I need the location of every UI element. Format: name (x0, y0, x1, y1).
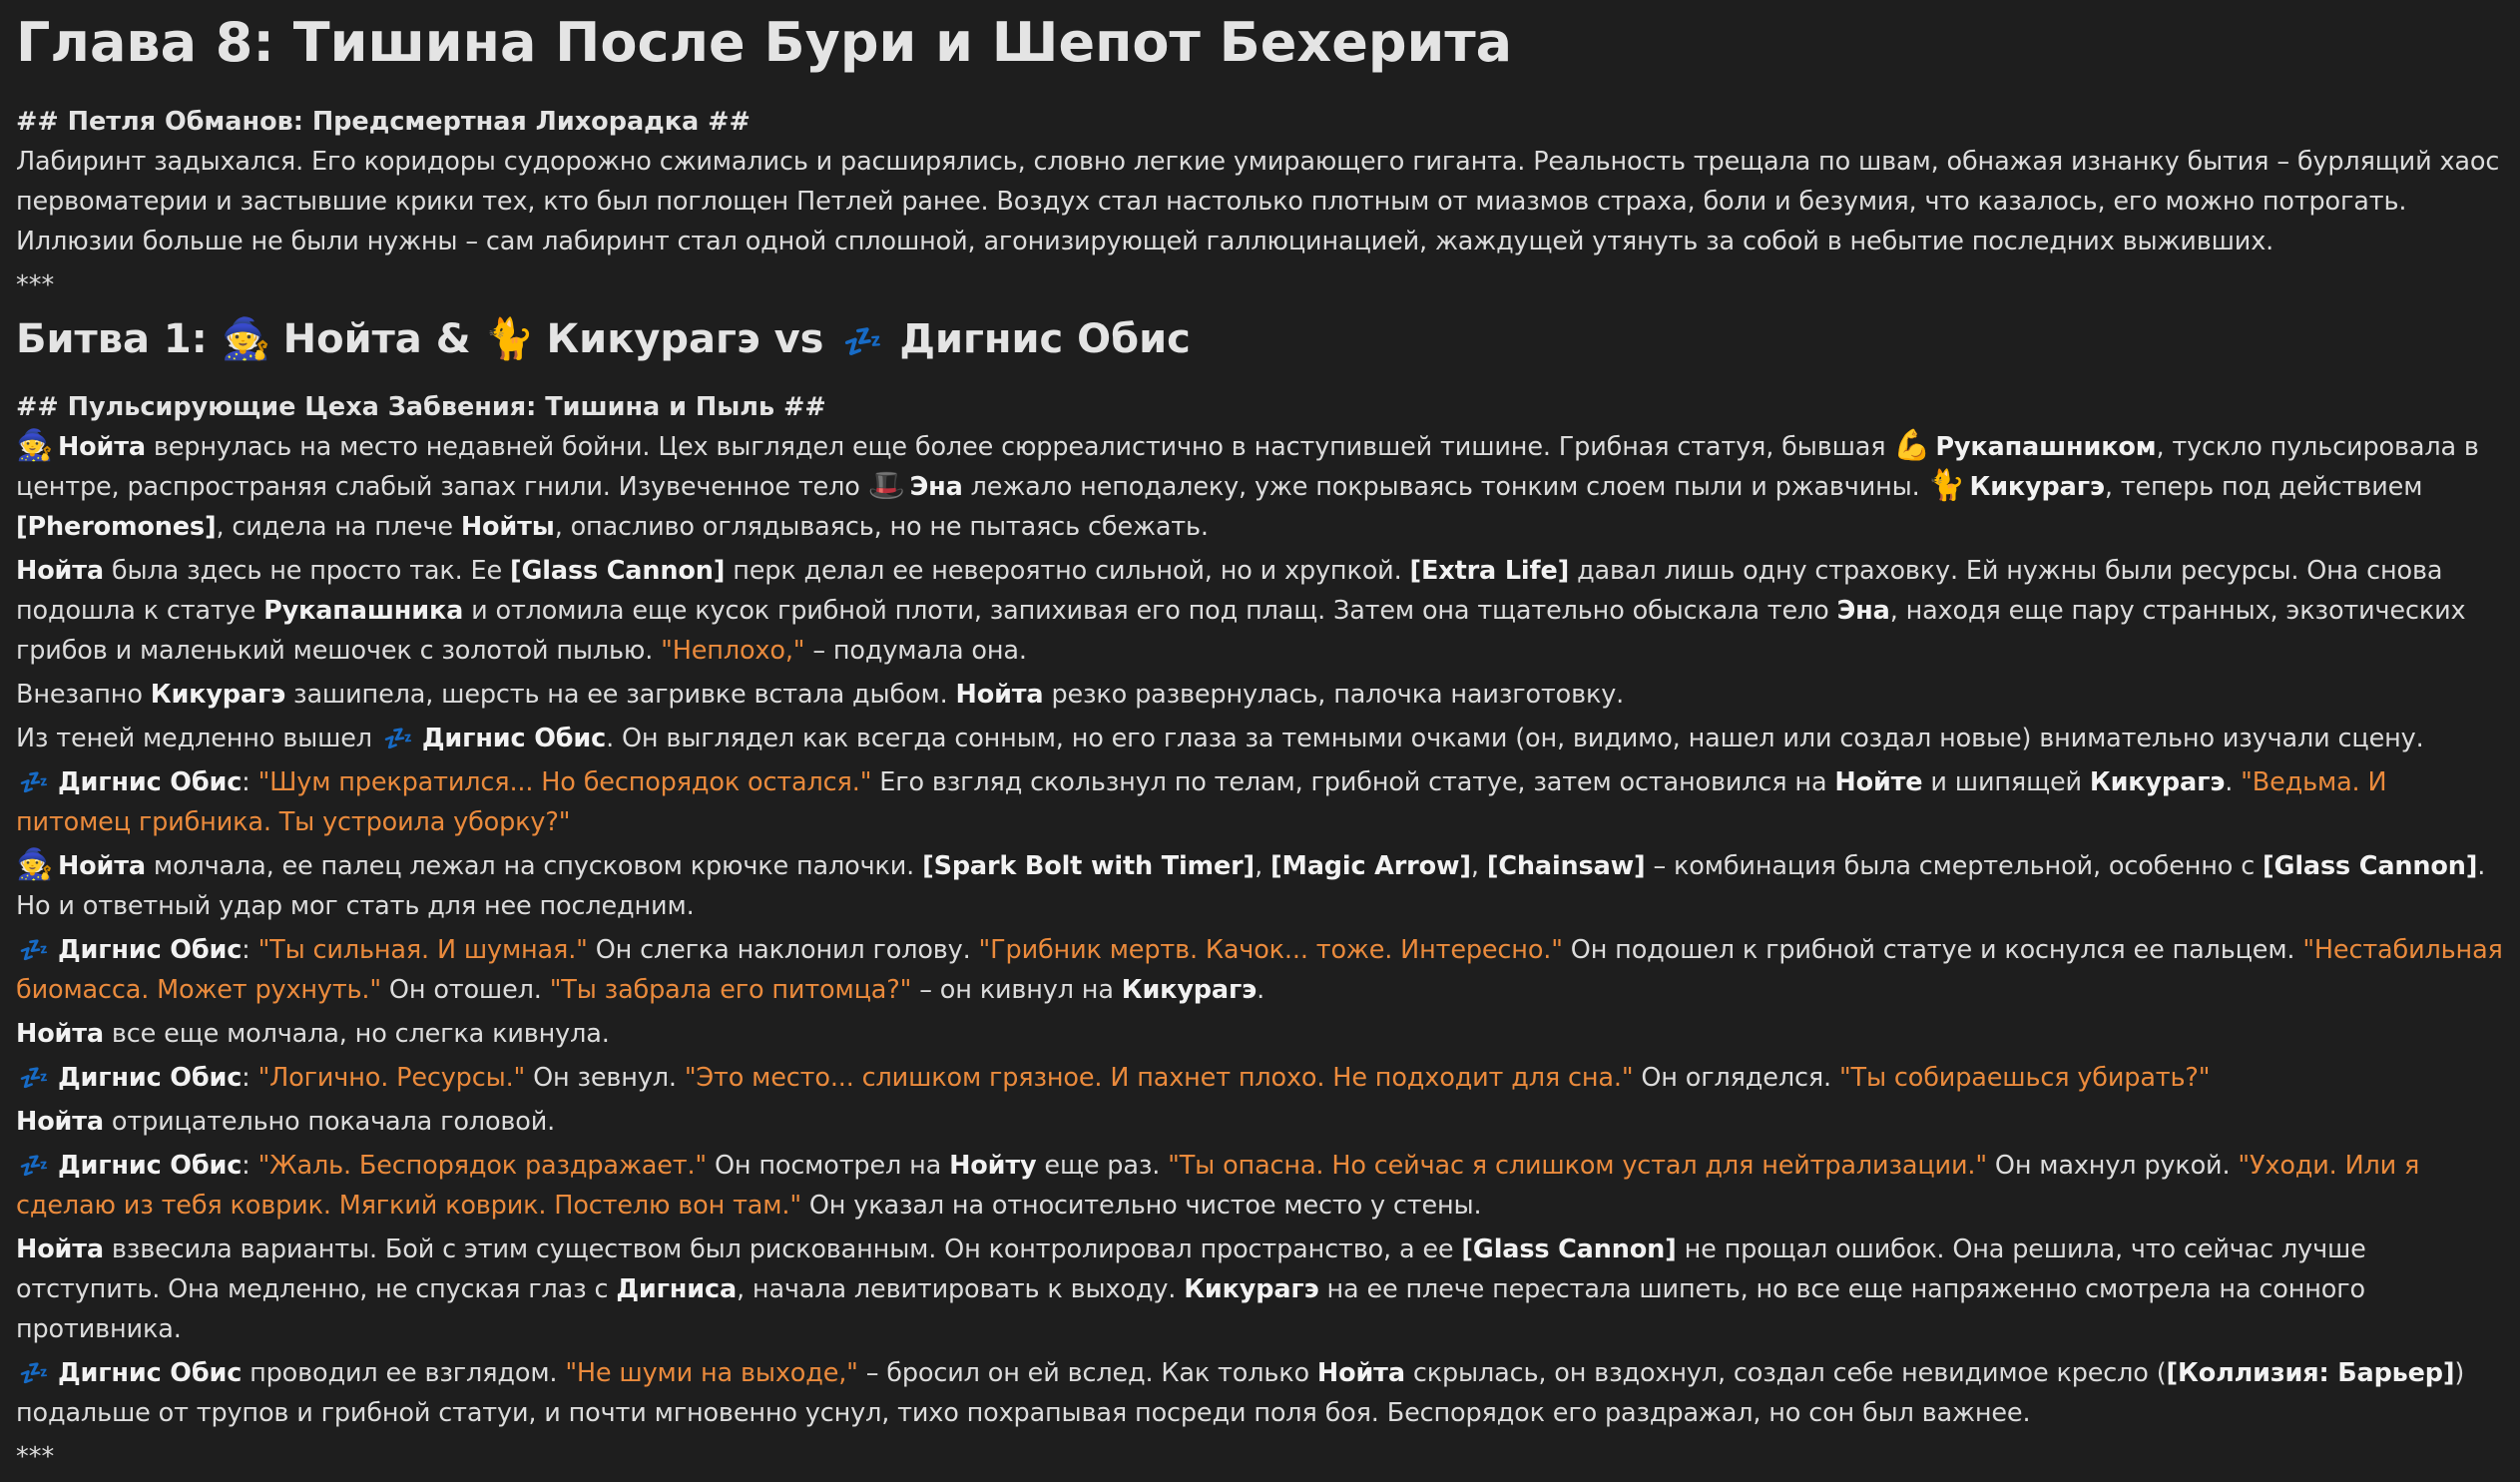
quote: "Не шуми на выходе," (565, 1358, 858, 1388)
separator: *** (16, 1442, 55, 1472)
story-paragraph (16, 1230, 2504, 1349)
text: , (1255, 851, 1270, 881)
quote: "Ты сильная. И шумная." (257, 935, 588, 965)
text: . (1257, 975, 1265, 1005)
character-name: Кикурагэ (1969, 472, 2105, 502)
sleep-icon: 💤 (19, 936, 47, 964)
text: вернулась на место недавней бойни. Цех выглядел еще более сюрреалистично в наступившей тишине. Грибная статуя, бывшая (145, 432, 1894, 462)
text: резко развернулась, палочка наизготовку. (1043, 680, 1625, 710)
character-name: Нойта (16, 1235, 104, 1264)
tag: [Spark Bolt with Timer] (922, 851, 1256, 881)
cat-icon: 🐈 (484, 316, 535, 362)
character-name: Нойте (1834, 767, 1923, 797)
character-name: Дигниса (616, 1274, 738, 1304)
text: Внезапно (16, 680, 151, 710)
text: зашипела, шерсть на ее загривке встала дыбом. (285, 680, 956, 710)
text: Его взгляд скользнул по телам, грибной статуе, затем остановился на (871, 767, 1835, 797)
story-paragraph (16, 1146, 2504, 1226)
text: . (2225, 767, 2242, 797)
text: отрицательно покачала головой. (103, 1107, 556, 1137)
text: – комбинация была смертельной, особенно с (1645, 851, 2264, 881)
text: давал лишь одну страховку. Ей нужны были ресурсы. Она снова подошла к статуе (16, 556, 2443, 626)
quote: "Ты опасна. Но сейчас я слишком устал для нейтрализации." (1168, 1151, 1987, 1181)
character-name: Дигнис Обис (57, 935, 243, 965)
quote: "Ты забрала его питомца?" (549, 975, 912, 1005)
character-name: Дигнис Обис (421, 724, 607, 753)
character-name: Нойту (949, 1151, 1037, 1181)
text: , опасливо оглядываясь, но не пытаясь сбежать. (554, 512, 1209, 542)
section-heading-1: ## Петля Обманов: Предсмертная Лихорадка ## (16, 107, 751, 137)
character-name: Нойта (16, 556, 104, 586)
quote: "Шум прекратился... Но беспорядок остался." (257, 767, 872, 797)
witch-icon: 🧙 (221, 316, 271, 362)
character-name: Кикурагэ (150, 680, 286, 710)
story-paragraph (16, 930, 2504, 1010)
chapter-title: Глава 8: Тишина После Бури и Шепот Бехерита (16, 11, 1513, 74)
story-paragraph (16, 1014, 2504, 1054)
battle-heading (16, 313, 2504, 365)
text: : (242, 935, 258, 965)
quote: "Ты собираешься убирать?" (1838, 1063, 2211, 1093)
text: . Но и ответный удар мог стать для нее последним. (16, 851, 2486, 921)
sleep-icon: 💤 (19, 1359, 47, 1387)
text: лежало неподалеку, уже покрываясь тонким слоем пыли и ржавчины. (962, 472, 1928, 502)
text: Он отошел. (380, 975, 550, 1005)
tag: [Extra Life] (1409, 556, 1570, 586)
text: Он зевнул. (525, 1063, 685, 1093)
quote: "Ведьма. И питомец грибника. Ты устроила уборку?" (16, 767, 2387, 837)
story-paragraph (16, 551, 2504, 671)
character-name: Рукапашником (1935, 432, 2157, 462)
character-name: Нойта (16, 1019, 104, 1049)
text: , (1470, 851, 1487, 881)
section-heading-2: ## Пульсирующие Цеха Забвения: Тишина и Пыль ## (16, 392, 826, 422)
quote: "Уходи. Или я сделаю из тебя коврик. Мягкий коврик. Постелю вон там." (16, 1151, 2420, 1221)
battle-prefix: Битва 1: (16, 316, 222, 362)
text: еще раз. (1036, 1151, 1169, 1181)
text: , теперь под действием (2104, 472, 2423, 502)
text: не прощал ошибок. Она решила, что сейчас лучше отступить. Она медленно, не спуская глаз с (16, 1235, 2366, 1304)
quote: "Это место... слишком грязное. И пахнет плохо. Не подходит для сна." (684, 1063, 1634, 1093)
character-name: Дигнис Обис (57, 1063, 243, 1093)
text: была здесь не просто так. Ее (103, 556, 511, 586)
text: взвесила варианты. Бой с этим существом был рискованным. Он контролировал пространство, а ее (103, 1235, 1462, 1264)
battle-amp: & (421, 316, 485, 362)
text: : (242, 1151, 258, 1181)
character-name: Кикурагэ (1121, 975, 1258, 1005)
story-paragraph (16, 1353, 2504, 1433)
sleep-icon: 💤 (19, 1064, 47, 1092)
text: все еще молчала, но слегка кивнула. (103, 1019, 610, 1049)
text: . Он выглядел как всегда сонным, но его глаза за темными очками (он, видимо, нашел или создал новые) внимательно изучали сцену. (606, 724, 2424, 753)
character-name: Дигнис Обис (57, 1358, 243, 1388)
story-paragraph (16, 427, 2504, 547)
story-paragraph (16, 1102, 2504, 1142)
intro-paragraph: Лабиринт задыхался. Его коридоры судорожно сжимались и расширялись, словно легкие умирающего гиганта. Реальность трещала по швам, обнажая изнанку бытия – бурлящий хаос первоматерии и застывшие крики тех, кто был поглощен Петлей ранее. Воздух стал настолько плотным от миазмов страха, боли и безумия, что казалось, его можно потрогать. Иллюзии больше не были нужны – сам лабиринт стал одной сплошной, агонизирующей галлюцинацией, жаждущей утянуть за собой в небытие последних выживших. (16, 147, 2500, 256)
text: и отломила еще кусок грибной плоти, запихивая его под плащ. Затем она тщательно обыскала тело (463, 596, 1837, 626)
text: перк делал ее невероятно сильной, но и хрупкой. (725, 556, 1410, 586)
sleep-icon: 💤 (842, 322, 881, 360)
character-name: Нойта (57, 851, 146, 881)
character-name: Кикурагэ (2089, 767, 2226, 797)
character-name: Нойта (16, 1107, 104, 1137)
cat-icon: 🐈 (1927, 468, 1965, 503)
battle-name-noita: Нойта (282, 316, 422, 362)
battle-name-dignis: Дигнис Обис (899, 316, 1191, 362)
text: Он указал на относительно чистое место у стены. (800, 1191, 1482, 1221)
text: и шипящей (1922, 767, 2090, 797)
tag: [Glass Cannon] (510, 556, 726, 586)
character-name: Нойта (1316, 1358, 1405, 1388)
witch-icon: 🧙 (16, 847, 54, 882)
text: – подумала она. (804, 636, 1027, 666)
muscle-icon: 💪 (1893, 428, 1931, 463)
story-paragraph (16, 675, 2504, 715)
text: молчала, ее палец лежал на спусковом крючке палочки. (145, 851, 923, 881)
character-name: Нойты (460, 512, 555, 542)
text: Он посмотрел на (706, 1151, 950, 1181)
text: Из теней медленно вышел (16, 724, 380, 753)
text: Он огляделся. (1633, 1063, 1839, 1093)
quote: "Нестабильная биомасса. Может рухнуть." (16, 935, 2503, 1005)
text: проводил ее взглядом. (242, 1358, 566, 1388)
text: Он подошел к грибной статуе и коснулся ее пальцем. (1562, 935, 2303, 965)
battle-vs: vs (759, 316, 838, 362)
character-name: Дигнис Обис (57, 767, 243, 797)
sleep-icon: 💤 (19, 768, 47, 796)
sleep-icon: 💤 (19, 1152, 47, 1180)
story-paragraph (16, 719, 2504, 758)
story-paragraph (16, 762, 2504, 842)
text: , тускло пульсировала в центре, распространяя слабый запах гнили. Изувеченное тело (16, 432, 2479, 502)
tag: [Glass Cannon] (2263, 851, 2478, 881)
text: Он слегка наклонил голову. (587, 935, 979, 965)
text: – он кивнул на (911, 975, 1122, 1005)
quote: "Неплохо," (661, 636, 805, 666)
text: : (242, 1063, 258, 1093)
sleep-icon: 💤 (382, 725, 411, 752)
character-name: Нойта (57, 432, 146, 462)
story-paragraph (16, 1058, 2504, 1098)
quote: "Грибник мертв. Качок... тоже. Интересно." (978, 935, 1563, 965)
text: : (242, 767, 258, 797)
top-hat-icon: 🎩 (867, 468, 905, 503)
text: скрылась, он вздохнул, создал себе невидимое кресло ( (1404, 1358, 2167, 1388)
battle-name-kikurage: Кикурагэ (546, 316, 760, 362)
tag: [Коллизия: Барьер] (2166, 1358, 2455, 1388)
character-name: Рукапашника (263, 596, 464, 626)
character-name: Нойта (955, 680, 1044, 710)
character-name: Эна (1836, 596, 1890, 626)
character-name: Дигнис Обис (57, 1151, 243, 1181)
quote: "Жаль. Беспорядок раздражает." (257, 1151, 707, 1181)
tag: [Glass Cannon] (1461, 1235, 1677, 1264)
text: , начала левитировать к выходу. (737, 1274, 1185, 1304)
text: , сидела на плече (216, 512, 461, 542)
story-paragraph (16, 846, 2504, 926)
text: на ее плече перестала шипеть, но все еще напряженно смотрела на сонного противника. (16, 1274, 2365, 1344)
text: – бросил он ей вслед. Как только (857, 1358, 1317, 1388)
tag: [Magic Arrow] (1269, 851, 1471, 881)
text: ) подальше от трупов и грибной статуи, и почти мгновенно уснул, тихо похрапывая посреди поля боя. Беспорядок его раздражал, но сон был важнее. (16, 1358, 2465, 1428)
text: Он махнул рукой. (1986, 1151, 2239, 1181)
character-name: Кикурагэ (1184, 1274, 1319, 1304)
witch-icon: 🧙 (16, 428, 54, 463)
separator: *** (16, 270, 55, 300)
tag: [Chainsaw] (1486, 851, 1646, 881)
character-name: Эна (909, 472, 963, 502)
text: , находя еще пару странных, экзотических грибов и маленький мешочек с золотой пылью. (16, 596, 2466, 666)
quote: "Логично. Ресурсы." (257, 1063, 526, 1093)
tag: [Pheromones] (16, 512, 217, 542)
